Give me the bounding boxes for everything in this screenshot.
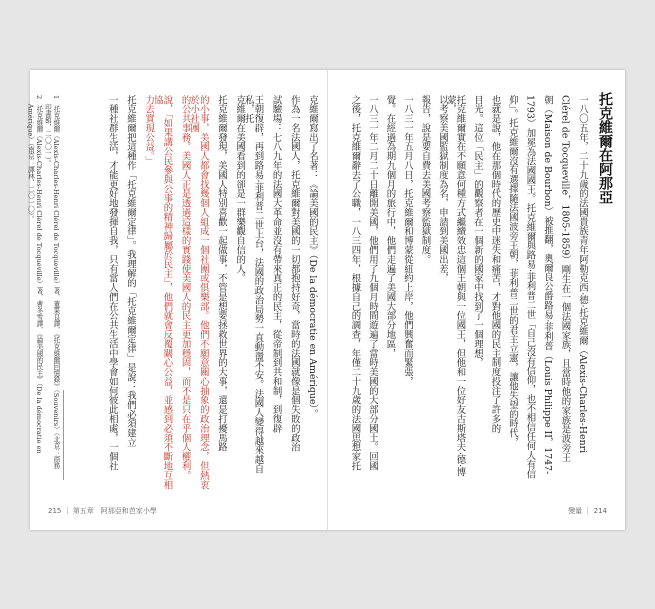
text-column: Clérel de Tocqueville，1805-1859）剛生在一個法國家族，且當時他的家族是波旁王 bbox=[559, 95, 571, 462]
text-column: 一八三一年二月二十日離開美國，他們用了九個月時間遊遍了當時美國的大部分國土。回國 bbox=[367, 95, 378, 471]
footer-right: 變量 ｜ 214 bbox=[568, 507, 607, 515]
text-column: 一八三一年五月八日，托克維爾和博蒙從紐約上岸，他們興奮而緊張， bbox=[402, 95, 413, 387]
chapter-title: 托克維爾在阿那亞 bbox=[597, 92, 613, 204]
footnote: 1 托克維爾（Alexis-Charles-Henri Clérel de Tocqueville）著，董果良譯，《托克維爾回憶錄》（Souvenirs）（北京：商務 bbox=[51, 95, 60, 470]
footnote: 印書館，二〇〇一）。 bbox=[43, 95, 52, 167]
text-column: 說，「如果講公民參與公事的精神歸屬於民主」，他們就會反覆關心公益，並感到必須不斷地互相協 bbox=[151, 95, 173, 490]
text-column: 之後，托克維爾辭去了公職，一八三四年，根據自己的調查，年僅二十九歲的法國思想家托 bbox=[349, 95, 361, 471]
text-column: 以考察美國監獄制度為名，申請到美國出差， bbox=[437, 95, 448, 283]
text-column: 一八〇五年，二十九歲的法國貴族青年阿勒克西·德·托克維爾（Alexis-Charles-Henri bbox=[577, 95, 588, 454]
text-column: 克維爾在美國看到的卻是一群樂觀自信的人。 bbox=[234, 95, 246, 283]
text-column: 托克維爾發現，美國人特別喜歡一起做事，不管是想要拯救世界的大事，還是打擾馬路 bbox=[216, 95, 227, 452]
footnote: 2 托克維爾（Alexis-Charles-Henri Clérel de Tocqueville）著，曹冬雪譯，《論美國的民主》（De la démocratie en bbox=[34, 95, 43, 454]
text-column: 仰」。托克維爾沒有選擇隨法國波旁王朝，菲利普二世的君主立憲，讓他失望的時代， bbox=[507, 95, 518, 448]
text-column: 目光。這位「民主」的觀察者在一個新的國家中找到了一個理想， bbox=[472, 95, 483, 368]
footnote: Amérique）（南京：譯林，二〇一〇）。 bbox=[26, 95, 35, 223]
footnote-rule bbox=[63, 390, 64, 480]
text-column: 托克維爾把這種作「托克維爾定律」。我理解的「托克維爾定律」是說：我們必須建立 bbox=[125, 95, 136, 448]
gutter bbox=[327, 70, 328, 530]
text-column: 朝（Maison de Bourbon）被推翻，奧爾良公爵路易·菲利普（Louis Philippe II，1747- bbox=[542, 95, 553, 475]
text-column: 的小事，美國人都會找幾個人組成一個社團或俱樂部。他們不願意關心抽象的政治理念，但熱衷於小社團 bbox=[188, 95, 209, 490]
text-column: 試驗場：七八九年的法國大革命並沒有帶來真正的民主，從帝制到共和制，到復辟 bbox=[270, 95, 282, 434]
text-column: 覺。在經過為期九個月的旅行中，他們走遍了美國大部分地區， bbox=[384, 95, 396, 358]
text-column: 力去實現公益。」 bbox=[143, 95, 155, 166]
footer-left: 215 ｜ 第五章 阿那亞和芭家小學 bbox=[48, 507, 157, 515]
text-column: 報告，說是要自費去美國考察監獄制度。 bbox=[419, 95, 431, 265]
text-column: 王朝復辟，再到路易·菲利普二世上台，法國的政治局勢一直動盪不安。法國人變得越來越自私，托 bbox=[242, 95, 264, 474]
text-column: 克維爾寫出了名著：《論美國的民主》（De la démocratie en Amérique）。 bbox=[307, 95, 318, 419]
text-column: 也就是說，他在那個時代的歷史中迷失和痛苦，才對他國的民主制度投注了許多的 bbox=[489, 95, 501, 434]
text-column: 托克維爾實在不願意何種方式繼續效忠這個王朝與一位國王，但他和一位好友古斯塔夫·德·博蒙， bbox=[444, 95, 466, 477]
text-column: 的公共事務。美國人正是透過這樣的實踐使美國人的民主更加穩固，而不是只在乎個人權利。 bbox=[179, 95, 191, 480]
text-column: 一種社群生活，才能更好地發揮自我，只有當人們在公共生活中學會如何彼此相處，一個社 bbox=[106, 95, 118, 471]
text-column: 作為一名法國人，托克維爾對美國的一切都抱持好奇，當時的法國就像是個失敗的政治 bbox=[288, 95, 300, 452]
text-column: 1793）加冕為法國國王。托克維爾與路易·菲利普二世「自己沒有信仰，也不相信任何人有信 bbox=[524, 95, 536, 479]
book-spread bbox=[26, 70, 625, 530]
